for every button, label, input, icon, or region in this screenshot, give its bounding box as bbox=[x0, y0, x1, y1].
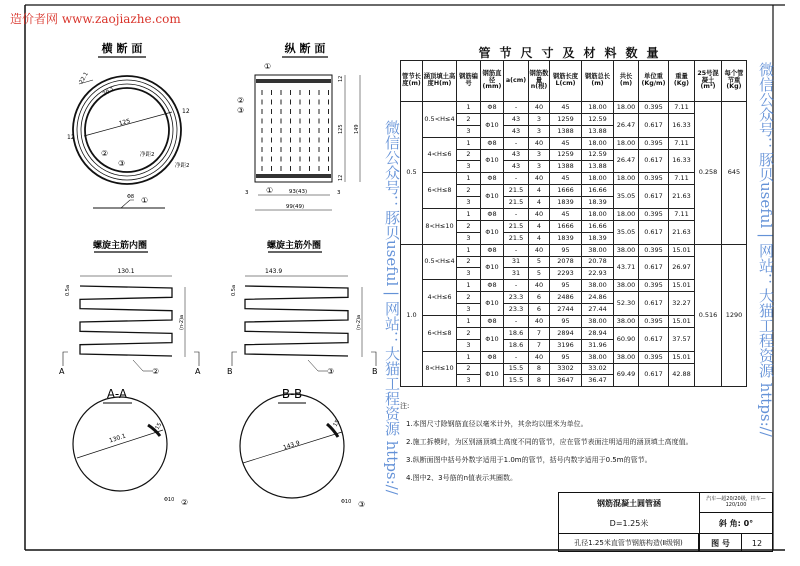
unit-weight-cell: 0.395 bbox=[639, 316, 669, 328]
count-cell: 5 bbox=[529, 268, 550, 280]
total-length-cell: 38.00 bbox=[582, 351, 614, 363]
sum-length-cell: 18.00 bbox=[614, 173, 639, 185]
bar-no-cell: 1 bbox=[457, 351, 481, 363]
count-cell: 4 bbox=[529, 197, 550, 209]
total-length-cell: 16.66 bbox=[582, 220, 614, 232]
header-bar-total: 钢筋总长(m) bbox=[582, 61, 614, 102]
section-aa-drawing bbox=[73, 387, 188, 507]
weight-cell: 32.27 bbox=[669, 292, 695, 316]
header-bar-no: 钢筋编号 bbox=[457, 61, 481, 102]
title-block-name: 钢筋混凝土圆管涵 bbox=[597, 498, 661, 508]
bar-no-cell: 3 bbox=[457, 304, 481, 316]
spacing-cell: 23.3 bbox=[504, 304, 529, 316]
sum-length-cell: 38.00 bbox=[614, 316, 639, 328]
section-bb-bar-marker: ③ bbox=[358, 500, 366, 509]
spiral-inner-bar-marker: ② bbox=[152, 367, 160, 376]
count-cell: 40 bbox=[529, 173, 550, 185]
stirrup-dia: Φ8 bbox=[127, 194, 135, 200]
section-aa-diameter: 130.1 bbox=[108, 432, 127, 445]
unit-weight-cell: 0.617 bbox=[639, 220, 669, 244]
spacing-cell: 18.6 bbox=[504, 339, 529, 351]
header-fill-height: 涵顶填土高度H(m) bbox=[423, 61, 457, 102]
spiral-inner-half-pitch: 0.5a bbox=[65, 284, 71, 296]
fill-height-cell: 0.5<H≤4 bbox=[423, 102, 457, 138]
header-pipe-length: 管节长度(m) bbox=[401, 61, 423, 102]
pipe-weight-cell: 1290 bbox=[722, 244, 747, 387]
length-cell: 3302 bbox=[550, 363, 582, 375]
count-cell: 5 bbox=[529, 256, 550, 268]
spacing-cell: 21.5 bbox=[504, 220, 529, 232]
total-length-cell: 22.93 bbox=[582, 268, 614, 280]
total-length-cell: 18.00 bbox=[582, 137, 614, 149]
fill-height-cell: 8<H≤10 bbox=[423, 209, 457, 245]
length-cell: 45 bbox=[550, 102, 582, 114]
dim-12-left: 12 bbox=[67, 134, 75, 141]
sum-length-cell: 18.00 bbox=[614, 209, 639, 221]
title-block-fig-label: 图 号 bbox=[699, 533, 742, 552]
section-aa-bar-marker: ② bbox=[181, 498, 189, 507]
title-block-drawing-title: 孔径1.25米直管节钢筋构造(Ⅱ级钢) bbox=[559, 533, 699, 552]
cut-a-right: A bbox=[195, 367, 201, 376]
unit-weight-cell: 0.395 bbox=[639, 280, 669, 292]
spacing-cell: 43 bbox=[504, 113, 529, 125]
length-cell: 2744 bbox=[550, 304, 582, 316]
bar-no-cell: 1 bbox=[457, 244, 481, 256]
count-cell: 40 bbox=[529, 316, 550, 328]
spacing-cell: - bbox=[504, 209, 529, 221]
stirrup-marker: ① bbox=[141, 196, 149, 205]
bar-no-cell: 3 bbox=[457, 375, 481, 387]
total-length-cell: 18.00 bbox=[582, 209, 614, 221]
unit-weight-cell: 0.617 bbox=[639, 292, 669, 316]
sum-length-cell: 69.49 bbox=[614, 363, 639, 387]
concrete-volume-cell: 0.258 bbox=[695, 102, 722, 245]
count-cell: 7 bbox=[529, 339, 550, 351]
total-length-cell: 31.96 bbox=[582, 339, 614, 351]
title-block bbox=[558, 492, 773, 552]
sum-length-cell: 52.30 bbox=[614, 292, 639, 316]
spacing-cell: 43 bbox=[504, 149, 529, 161]
spiral-outer-zigzag bbox=[245, 286, 348, 356]
watermark-vertical-2: 微信公众号：豚贝useful | 网站：大猫工程资源 https:// bbox=[757, 62, 775, 437]
total-length-cell: 18.39 bbox=[582, 232, 614, 244]
count-cell: 3 bbox=[529, 125, 550, 137]
long-section-drawing bbox=[237, 41, 360, 210]
total-length-cell: 38.00 bbox=[582, 244, 614, 256]
length-cell: 2894 bbox=[550, 327, 582, 339]
sum-length-cell: 26.47 bbox=[614, 149, 639, 173]
bar-no-cell: 3 bbox=[457, 339, 481, 351]
spacing-cell: - bbox=[504, 316, 529, 328]
bar-no-cell: 3 bbox=[457, 125, 481, 137]
weight-cell: 16.33 bbox=[669, 113, 695, 137]
length-cell: 1388 bbox=[550, 125, 582, 137]
total-length-cell: 38.00 bbox=[582, 316, 614, 328]
count-cell: 40 bbox=[529, 351, 550, 363]
length-cell: 1666 bbox=[550, 185, 582, 197]
length-cell: 95 bbox=[550, 280, 582, 292]
sum-length-cell: 38.00 bbox=[614, 244, 639, 256]
fill-height-cell: 6<H≤8 bbox=[423, 316, 457, 352]
ls-dim-edge-right: 3 bbox=[337, 190, 341, 196]
spacing-cell: 43 bbox=[504, 125, 529, 137]
weight-cell: 21.63 bbox=[669, 220, 695, 244]
bar-2-marker: ② bbox=[101, 149, 109, 158]
count-cell: 40 bbox=[529, 137, 550, 149]
long-section-title: 纵 断 面 bbox=[284, 42, 326, 55]
unit-weight-cell: 0.617 bbox=[639, 149, 669, 173]
bar-no-cell: 3 bbox=[457, 161, 481, 173]
section-bb-lap: 15 bbox=[332, 418, 342, 428]
bar-no-cell: 2 bbox=[457, 113, 481, 125]
sum-length-cell: 43.71 bbox=[614, 256, 639, 280]
spacing-cell: - bbox=[504, 137, 529, 149]
spacing-cell: - bbox=[504, 351, 529, 363]
bar-3-marker: ③ bbox=[118, 159, 126, 168]
spiral-outer-drawing bbox=[227, 239, 378, 376]
weight-cell: 7.11 bbox=[669, 102, 695, 114]
count-cell: 40 bbox=[529, 280, 550, 292]
table-row bbox=[401, 102, 747, 114]
fill-height-cell: 8<H≤10 bbox=[423, 351, 457, 387]
count-cell: 8 bbox=[529, 363, 550, 375]
length-cell: 2078 bbox=[550, 256, 582, 268]
spacing-cell: 43 bbox=[504, 161, 529, 173]
fill-height-cell: 0.5<H≤4 bbox=[423, 244, 457, 280]
weight-cell: 37.57 bbox=[669, 327, 695, 351]
header-concrete-volume: 25号混凝土(m³) bbox=[695, 61, 722, 102]
total-length-cell: 28.94 bbox=[582, 327, 614, 339]
unit-weight-cell: 0.617 bbox=[639, 256, 669, 280]
bar-no-cell: 3 bbox=[457, 232, 481, 244]
ls-dim-total: 149 bbox=[354, 124, 360, 134]
total-length-cell: 33.02 bbox=[582, 363, 614, 375]
count-cell: 6 bbox=[529, 304, 550, 316]
section-bb-diameter: 143.9 bbox=[282, 439, 301, 452]
bar-dia-cell: Φ10 bbox=[481, 185, 504, 209]
bar-dia-cell: Φ10 bbox=[481, 292, 504, 316]
bar-dia-cell: Φ10 bbox=[481, 220, 504, 244]
header-weight: 重量(Kg) bbox=[669, 61, 695, 102]
count-cell: 3 bbox=[529, 161, 550, 173]
bar-no-cell: 1 bbox=[457, 137, 481, 149]
section-aa-lap: 15 bbox=[154, 421, 164, 431]
spacing-cell: - bbox=[504, 102, 529, 114]
bar-dia-cell: Φ8 bbox=[481, 173, 504, 185]
unit-weight-cell: 0.617 bbox=[639, 113, 669, 137]
spacing-cell: 23.3 bbox=[504, 292, 529, 304]
ls-dim-mid: 125 bbox=[338, 124, 344, 134]
bar-dia-cell: Φ8 bbox=[481, 209, 504, 221]
watermark-top-left: 造价者网 www.zaojiazhe.com bbox=[10, 12, 181, 26]
count-cell: 3 bbox=[529, 113, 550, 125]
total-length-cell: 12.59 bbox=[582, 149, 614, 161]
length-cell: 2293 bbox=[550, 268, 582, 280]
spacing-cell: 21.5 bbox=[504, 232, 529, 244]
bar-dia-cell: Φ8 bbox=[481, 137, 504, 149]
fill-height-cell: 4<H≤6 bbox=[423, 137, 457, 173]
total-length-cell: 13.88 bbox=[582, 125, 614, 137]
bar-dia-cell: Φ8 bbox=[481, 280, 504, 292]
note-4: 4.图中2、3号筋的n值表示其圈数。 bbox=[406, 474, 518, 482]
count-cell: 6 bbox=[529, 292, 550, 304]
total-length-cell: 20.78 bbox=[582, 256, 614, 268]
bar-no-cell: 1 bbox=[457, 316, 481, 328]
length-cell: 95 bbox=[550, 316, 582, 328]
weight-cell: 15.01 bbox=[669, 316, 695, 328]
spacing-cell: 15.5 bbox=[504, 375, 529, 387]
note-2: 2.施工拆模时，为区别涵顶填土高度不同的管节，应在管节表面注明适用的涵顶填土高度值。 bbox=[406, 438, 693, 446]
weight-cell: 42.88 bbox=[669, 363, 695, 387]
bar-dia-cell: Φ10 bbox=[481, 149, 504, 173]
ls-bar-2-marker: ② bbox=[237, 96, 245, 105]
unit-weight-cell: 0.395 bbox=[639, 173, 669, 185]
watermark-vertical-1: 微信公众号：豚贝useful | 网站：大猫工程资源 https:// bbox=[383, 120, 401, 495]
length-cell: 3196 bbox=[550, 339, 582, 351]
section-bb-bar-dia: Φ10 bbox=[341, 499, 352, 505]
fill-height-cell: 4<H≤6 bbox=[423, 280, 457, 316]
pipe-length-cell: 0.5 bbox=[401, 102, 423, 245]
cross-section-title: 横 断 面 bbox=[101, 42, 143, 55]
concrete-volume-cell: 0.516 bbox=[695, 244, 722, 387]
header-sum-length: 共长(m) bbox=[614, 61, 639, 102]
header-pipe-weight: 每个管节重(Kg) bbox=[722, 61, 747, 102]
unit-weight-cell: 0.395 bbox=[639, 351, 669, 363]
spiral-outer-width: 143.9 bbox=[265, 268, 283, 275]
spacing-cell: 15.5 bbox=[504, 363, 529, 375]
gap-label-1: 净距2 bbox=[140, 152, 155, 158]
length-cell: 45 bbox=[550, 137, 582, 149]
spiral-outer-height: (n-2)a bbox=[356, 314, 362, 330]
section-aa-bar-dia: Φ10 bbox=[164, 497, 175, 503]
bar-dia-cell: Φ8 bbox=[481, 351, 504, 363]
length-cell: 95 bbox=[550, 244, 582, 256]
bar-no-cell: 3 bbox=[457, 268, 481, 280]
total-length-cell: 24.86 bbox=[582, 292, 614, 304]
ls-dim-edge-left: 3 bbox=[245, 190, 249, 196]
bar-dia-cell: Φ8 bbox=[481, 102, 504, 114]
count-cell: 40 bbox=[529, 102, 550, 114]
total-length-cell: 13.88 bbox=[582, 161, 614, 173]
length-cell: 45 bbox=[550, 173, 582, 185]
pipe-length-cell: 1.0 bbox=[401, 244, 423, 387]
count-cell: 40 bbox=[529, 244, 550, 256]
title-block-skew: 斜 角: 0° bbox=[699, 513, 772, 533]
total-length-cell: 38.00 bbox=[582, 280, 614, 292]
spiral-inner-zigzag bbox=[80, 286, 172, 356]
spiral-outer-half-pitch: 0.5a bbox=[231, 284, 237, 296]
total-length-cell: 16.66 bbox=[582, 185, 614, 197]
total-length-cell: 18.00 bbox=[582, 102, 614, 114]
sum-length-cell: 35.05 bbox=[614, 220, 639, 244]
unit-weight-cell: 0.395 bbox=[639, 209, 669, 221]
weight-cell: 7.11 bbox=[669, 137, 695, 149]
table-title: 管节尺寸及材料数量 bbox=[478, 46, 668, 60]
ls-dim-bottom: 12 bbox=[338, 174, 344, 181]
total-length-cell: 18.00 bbox=[582, 173, 614, 185]
sum-length-cell: 18.00 bbox=[614, 137, 639, 149]
bar-no-cell: 2 bbox=[457, 220, 481, 232]
weight-cell: 15.01 bbox=[669, 351, 695, 363]
bar-no-cell: 1 bbox=[457, 102, 481, 114]
note-1: 1.本图尺寸除钢筋直径以毫米计外，其余均以厘米为单位。 bbox=[406, 420, 588, 428]
ls-dim-top: 12 bbox=[338, 75, 344, 82]
dim-125: 125 bbox=[118, 117, 132, 128]
weight-cell: 16.33 bbox=[669, 149, 695, 173]
spacing-cell: 31 bbox=[504, 256, 529, 268]
spacing-cell: - bbox=[504, 173, 529, 185]
section-bb-drawing bbox=[240, 387, 365, 509]
spacing-cell: - bbox=[504, 244, 529, 256]
weight-cell: 7.11 bbox=[669, 173, 695, 185]
notes-label: 注: bbox=[400, 402, 410, 410]
spiral-inner-width: 130.1 bbox=[117, 268, 135, 275]
header-unit-weight: 单位重(Kg/m) bbox=[639, 61, 669, 102]
ls-bar-3-marker: ③ bbox=[237, 106, 245, 115]
bar-no-cell: 1 bbox=[457, 209, 481, 221]
weight-cell: 15.01 bbox=[669, 280, 695, 292]
length-cell: 45 bbox=[550, 209, 582, 221]
length-cell: 1259 bbox=[550, 149, 582, 161]
fill-height-cell: 6<H≤8 bbox=[423, 173, 457, 209]
ls-bar-1-bottom-marker: ① bbox=[266, 186, 274, 195]
count-cell: 40 bbox=[529, 209, 550, 221]
header-bar-dia: 钢筋直径(mm) bbox=[481, 61, 504, 102]
length-cell: 3647 bbox=[550, 375, 582, 387]
bar-dia-cell: Φ8 bbox=[481, 244, 504, 256]
header-bar-count: 钢筋数量n(根) bbox=[529, 61, 550, 102]
cut-b-right: B bbox=[372, 367, 378, 376]
cut-a-left: A bbox=[59, 367, 65, 376]
sum-length-cell: 38.00 bbox=[614, 351, 639, 363]
dim-12-right: 12 bbox=[182, 108, 190, 115]
header-bar-length: 钢筋长度L(cm) bbox=[550, 61, 582, 102]
unit-weight-cell: 0.617 bbox=[639, 185, 669, 209]
bar-no-cell: 2 bbox=[457, 149, 481, 161]
gap-label-2: 净距2 bbox=[175, 163, 190, 169]
unit-weight-cell: 0.617 bbox=[639, 327, 669, 351]
notes bbox=[400, 397, 693, 487]
unit-weight-cell: 0.617 bbox=[639, 363, 669, 387]
dim-20-1: 20.1 bbox=[102, 86, 116, 98]
section-aa-title: A-A bbox=[106, 387, 128, 401]
section-bb-title: B-B bbox=[281, 387, 303, 401]
weight-cell: 21.63 bbox=[669, 185, 695, 209]
total-length-cell: 12.59 bbox=[582, 113, 614, 125]
bar-no-cell: 1 bbox=[457, 173, 481, 185]
bar-dia-cell: Φ10 bbox=[481, 113, 504, 137]
count-cell: 4 bbox=[529, 220, 550, 232]
spacing-cell: 31 bbox=[504, 268, 529, 280]
cross-section-drawing bbox=[67, 41, 190, 208]
weight-cell: 7.11 bbox=[669, 209, 695, 221]
title-block-load: 汽车—超20/20级，挂车—120/100 bbox=[699, 493, 772, 513]
count-cell: 7 bbox=[529, 327, 550, 339]
spiral-outer-title: 螺旋主筋外圈 bbox=[266, 241, 322, 251]
table-row bbox=[401, 244, 747, 256]
bar-no-cell: 1 bbox=[457, 280, 481, 292]
length-cell: 1839 bbox=[550, 197, 582, 209]
count-cell: 8 bbox=[529, 375, 550, 387]
length-cell: 1259 bbox=[550, 113, 582, 125]
ls-bar-1-marker: ① bbox=[264, 62, 272, 71]
spacing-cell: 21.5 bbox=[504, 185, 529, 197]
bar-dia-cell: Φ8 bbox=[481, 316, 504, 328]
pipe-weight-cell: 645 bbox=[722, 102, 747, 245]
total-length-cell: 36.47 bbox=[582, 375, 614, 387]
sum-length-cell: 38.00 bbox=[614, 280, 639, 292]
ls-dim-outer: 99(49) bbox=[285, 204, 305, 210]
header-spacing-a: a(cm) bbox=[504, 61, 529, 102]
count-cell: 4 bbox=[529, 232, 550, 244]
bar-dia-cell: Φ10 bbox=[481, 256, 504, 280]
length-cell: 1666 bbox=[550, 220, 582, 232]
bar-no-cell: 2 bbox=[457, 185, 481, 197]
unit-weight-cell: 0.395 bbox=[639, 244, 669, 256]
sum-length-cell: 18.00 bbox=[614, 102, 639, 114]
cut-b-left: B bbox=[227, 367, 233, 376]
total-length-cell: 27.44 bbox=[582, 304, 614, 316]
dim-22-1: 22.1 bbox=[78, 71, 90, 85]
spiral-inner-title: 螺旋主筋内圈 bbox=[92, 241, 148, 251]
bar-dia-cell: Φ10 bbox=[481, 327, 504, 351]
sum-length-cell: 35.05 bbox=[614, 185, 639, 209]
bar-no-cell: 2 bbox=[457, 256, 481, 268]
material-table bbox=[400, 60, 747, 387]
spiral-inner-height: (n-2)a bbox=[179, 314, 185, 330]
unit-weight-cell: 0.395 bbox=[639, 102, 669, 114]
bar-no-cell: 2 bbox=[457, 363, 481, 375]
spiral-outer-bar-marker: ③ bbox=[327, 367, 335, 376]
bar-no-cell: 2 bbox=[457, 292, 481, 304]
sum-length-cell: 26.47 bbox=[614, 113, 639, 137]
length-cell: 1839 bbox=[550, 232, 582, 244]
length-cell: 95 bbox=[550, 351, 582, 363]
total-length-cell: 18.39 bbox=[582, 197, 614, 209]
count-cell: 4 bbox=[529, 185, 550, 197]
spiral-inner-drawing bbox=[59, 239, 201, 376]
spacing-cell: 21.5 bbox=[504, 197, 529, 209]
bar-dia-cell: Φ10 bbox=[481, 363, 504, 387]
title-block-fig-no: 12 bbox=[742, 533, 772, 552]
length-cell: 1388 bbox=[550, 161, 582, 173]
length-cell: 2486 bbox=[550, 292, 582, 304]
title-block-diameter: D=1.25米 bbox=[609, 518, 649, 528]
bar-no-cell: 3 bbox=[457, 197, 481, 209]
spacing-cell: - bbox=[504, 280, 529, 292]
bar-no-cell: 2 bbox=[457, 327, 481, 339]
sum-length-cell: 60.90 bbox=[614, 327, 639, 351]
spacing-cell: 18.6 bbox=[504, 327, 529, 339]
weight-cell: 26.97 bbox=[669, 256, 695, 280]
ls-dim-inner: 93(43) bbox=[288, 189, 308, 195]
count-cell: 3 bbox=[529, 149, 550, 161]
weight-cell: 15.01 bbox=[669, 244, 695, 256]
unit-weight-cell: 0.395 bbox=[639, 137, 669, 149]
note-3: 3.纵断面图中括号外数字适用于1.0m的管节，括号内数字适用于0.5m的管节。 bbox=[406, 456, 652, 464]
